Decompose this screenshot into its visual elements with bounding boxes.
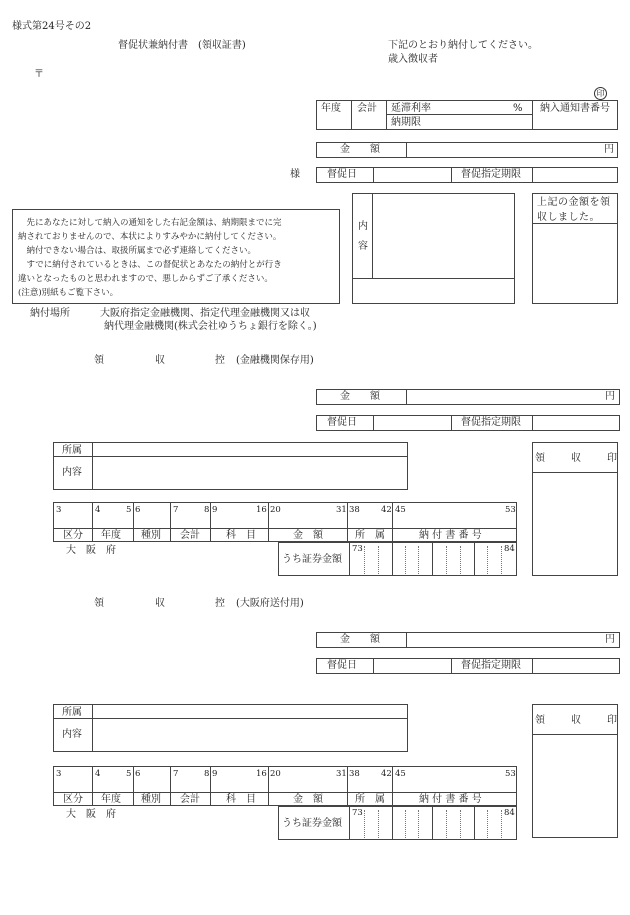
year-label: 年度 xyxy=(321,103,341,114)
code-num: 3 xyxy=(56,769,62,779)
copy2-stamp-shu: 収 xyxy=(571,715,581,726)
dunning-date-label: 督促日 xyxy=(327,169,357,180)
payment-place-label: 納付場所 xyxy=(30,308,70,319)
code-header: 納 付 書 番 号 xyxy=(419,530,482,541)
code-header: 納 付 書 番 号 xyxy=(419,794,482,805)
code-num: 53 xyxy=(505,505,516,515)
code-num: 4 xyxy=(95,769,101,779)
percent-sign: % xyxy=(513,103,523,114)
notice-line: 違いとなったものと思われますので、悪しからずご了承ください。 xyxy=(18,274,273,284)
code-num: 7 xyxy=(173,505,179,515)
notice-line: 納されておりませんので、本状によりすみやかに納付してください。 xyxy=(18,232,282,242)
notice-number-label: 納入通知書番号 xyxy=(540,103,610,114)
yen-label: 円 xyxy=(604,144,614,155)
copy2-dept-label: 所属 xyxy=(62,707,82,718)
copy2-dept-box xyxy=(53,704,408,752)
code-84: 84 xyxy=(504,808,515,818)
honorific: 様 xyxy=(290,169,300,180)
code-header: 科 目 xyxy=(226,530,256,541)
late-rate-label: 延滞利率 xyxy=(391,103,431,114)
notice-line: 先にあなたに対して納入の通知をした右記金額は、納期限までに完 xyxy=(18,218,282,228)
code-num: 3 xyxy=(56,505,62,515)
code-header: 年度 xyxy=(101,794,121,805)
code-header: 種別 xyxy=(141,794,161,805)
code-num: 31 xyxy=(336,505,347,515)
code-header: 所 属 xyxy=(355,794,385,805)
code-header: 金 額 xyxy=(293,530,323,541)
copy1-dunning-deadline: 督促指定期限 xyxy=(461,417,521,428)
code-num: 45 xyxy=(395,505,406,515)
code-num: 4 xyxy=(95,505,101,515)
copy2-stamp-in: 印 xyxy=(607,715,617,726)
form-number: 様式第24号その2 xyxy=(12,21,92,32)
payment-place-line: 納代理金融機関(株式会社ゆうちょ銀行を除く。) xyxy=(104,321,317,332)
code-num: 7 xyxy=(173,769,179,779)
code-84: 84 xyxy=(504,544,515,554)
copy1-amount-label: 金 額 xyxy=(340,391,380,402)
securities-label: うち証券金額 xyxy=(282,818,342,829)
code-num: 5 xyxy=(126,505,132,515)
copy2-content-label: 内容 xyxy=(62,729,82,740)
code-header: 区分 xyxy=(63,794,83,805)
copy2-dunning-deadline: 督促指定期限 xyxy=(461,660,521,671)
code-num: 38 xyxy=(349,769,360,779)
copy1-title-ryo: 領 xyxy=(94,355,104,366)
copy2-title-note: (大阪府送付用) xyxy=(236,598,304,609)
document-title: 督促状兼納付書 (領収証書) xyxy=(118,40,246,51)
code-73: 73 xyxy=(352,808,363,818)
code-header: 会計 xyxy=(180,530,200,541)
copy2-title-shu: 収 xyxy=(155,598,165,609)
content-label-1: 内 xyxy=(358,221,368,232)
collector-label: 歳入徴収者 xyxy=(388,54,438,65)
code-num: 16 xyxy=(256,769,267,779)
copy2-stamp-ryo: 領 xyxy=(535,715,545,726)
code-num: 9 xyxy=(212,505,218,515)
copy2-dunning-date: 督促日 xyxy=(327,660,357,671)
content-label-2: 容 xyxy=(358,241,368,252)
code-num: 6 xyxy=(135,769,141,779)
copy1-dunning-date: 督促日 xyxy=(327,417,357,428)
code-num: 8 xyxy=(204,769,210,779)
copy1-dept-box xyxy=(53,442,408,490)
payment-instruction: 下記のとおり納付してください。 xyxy=(388,40,538,51)
code-num: 45 xyxy=(395,769,406,779)
copy1-content-label: 内容 xyxy=(62,467,82,478)
code-73: 73 xyxy=(352,544,363,554)
code-num: 9 xyxy=(212,769,218,779)
code-num: 31 xyxy=(336,769,347,779)
code-num: 53 xyxy=(505,769,516,779)
notice-line: (注意)別紙もご覧下さい。 xyxy=(18,288,119,298)
code-num: 5 xyxy=(126,769,132,779)
code-num: 38 xyxy=(349,505,360,515)
code-num: 42 xyxy=(381,505,392,515)
code-header: 科 目 xyxy=(226,794,256,805)
account-label: 会計 xyxy=(357,103,377,114)
prefecture-label: 大 阪 府 xyxy=(66,809,116,820)
code-header: 年度 xyxy=(101,530,121,541)
copy2-yen: 円 xyxy=(605,634,615,645)
code-num: 20 xyxy=(270,769,281,779)
copy1-title-hika: 控 xyxy=(215,355,225,366)
code-num: 16 xyxy=(256,505,267,515)
notice-line: 納付できない場合は、取扱所属まで必ず連絡してください。 xyxy=(18,246,257,256)
seal-mark-icon: 印 xyxy=(594,87,607,100)
code-num: 42 xyxy=(381,769,392,779)
copy1-yen: 円 xyxy=(605,391,615,402)
code-header: 区分 xyxy=(63,530,83,541)
code-header: 種別 xyxy=(141,530,161,541)
copy1-stamp-in: 印 xyxy=(607,453,617,464)
copy1-title-note: (金融機関保存用) xyxy=(236,355,314,366)
copy2-title-ryo: 領 xyxy=(94,598,104,609)
code-num: 20 xyxy=(270,505,281,515)
prefecture-label: 大 阪 府 xyxy=(66,545,116,556)
payment-place-line: 大阪府指定金融機関、指定代理金融機関又は収 xyxy=(100,308,310,319)
code-num: 6 xyxy=(135,505,141,515)
postal-mark: 〒 xyxy=(34,69,44,80)
copy1-dept-label: 所属 xyxy=(62,445,82,456)
dunning-deadline-label: 督促指定期限 xyxy=(461,169,521,180)
copy1-stamp-ryo: 領 xyxy=(535,453,545,464)
copy2-title-hika: 控 xyxy=(215,598,225,609)
copy1-title-shu: 収 xyxy=(155,355,165,366)
receipt-note: 上記の金額を領収しました。 xyxy=(537,197,611,223)
content-box xyxy=(352,193,515,304)
notice-line: すでに納付されているときは、この督促状とあなたの納付とが行き xyxy=(18,260,282,270)
code-header: 会計 xyxy=(180,794,200,805)
code-num: 8 xyxy=(204,505,210,515)
amount-label: 金 額 xyxy=(340,144,380,155)
copy2-amount-label: 金 額 xyxy=(340,634,380,645)
code-header: 金 額 xyxy=(293,794,323,805)
securities-label: うち証券金額 xyxy=(282,554,342,565)
copy1-stamp-shu: 収 xyxy=(571,453,581,464)
deadline-label: 納期限 xyxy=(391,117,421,128)
code-header: 所 属 xyxy=(355,530,385,541)
